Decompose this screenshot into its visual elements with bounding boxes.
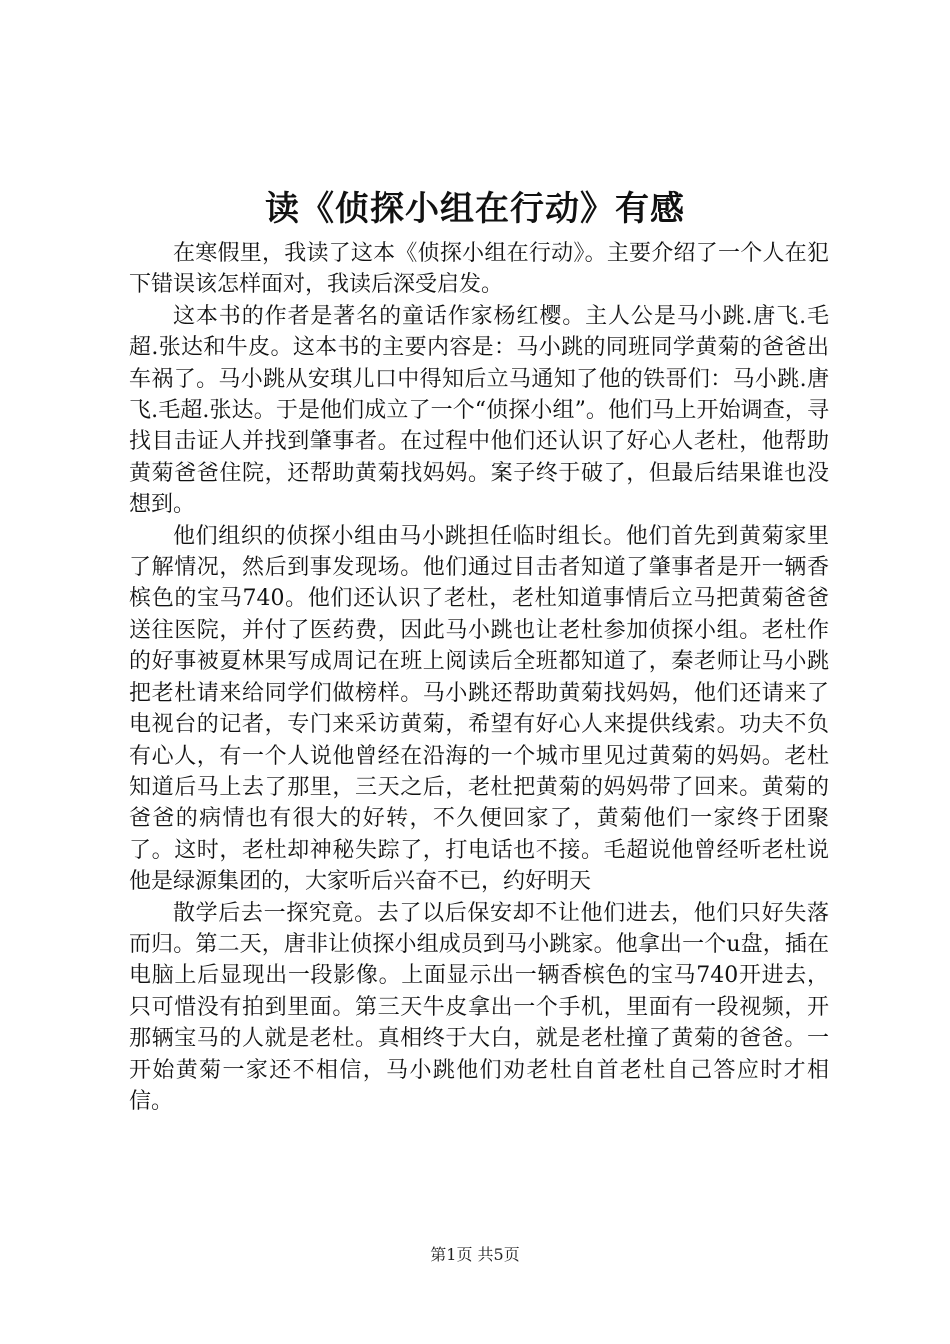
paragraph-3: 他们组织的侦探小组由马小跳担任临时组长。他们首先到黄菊家里了解情况，然后到事发现场。他们通过目击者知道了肇事者是开一辆香槟色的宝马740。他们还认识了老杜，老杜知道事情后立马把黄菊爸爸送往医院，并付了医药费，因此马小跳也让老杜参加侦探小组。老杜作的好事被夏林果写成周记在班上阅读后全班都知道了，秦老师让马小跳把老杜请来给同学们做榜样。马小跳还帮助黄菊找妈妈，他们还请来了电视台的记者，专门来采访黄菊，希望有好心人来提供线索。功夫不负有心人，有一个人说他曾经在沿海的一个城市里见过黄菊的妈妈。老杜知道后马上去了那里，三天之后，老杜把黄菊的妈妈带了回来。黄菊的爸爸的病情也有很大的好转，不久便回家了，黄菊他们一家终于团聚了。这时，老杜却神秘失踪了，打电话也不接。毛超说他曾经听老杜说他是绿源集团的，大家听后兴奋不已，约好明天 — [129, 523, 829, 895]
paragraph-2: 这本书的作者是著名的童话作家杨红樱。主人公是马小跳.唐飞.毛超.张达和牛皮。这本书的主要内容是：马小跳的同班同学黄菊的爸爸出车祸了。马小跳从安琪儿口中得知后立马通知了他的铁哥们：马小跳.唐飞.毛超.张达。于是他们成立了一个“侦探小组”。他们马上开始调查，寻找目击证人并找到肇事者。在过程中他们还认识了好心人老杜，他帮助黄菊爸爸住院，还帮助黄菊找妈妈。案子终于破了，但最后结果谁也没想到。 — [129, 303, 829, 518]
document-body — [129, 238, 829, 1117]
page-footer: 第1页 共5页 — [430, 1245, 520, 1264]
paragraph-4: 散学后去一探究竟。去了以后保安却不让他们进去，他们只好失落而归。第二天，唐非让侦探小组成员到马小跳家。他拿出一个u盘，插在电脑上后显现出一段影像。上面显示出一辆香槟色的宝马740开进去，只可惜没有拍到里面。第三天牛皮拿出一个手机，里面有一段视频，开那辆宝马的人就是老杜。真相终于大白，就是老杜撞了黄菊的爸爸。一开始黄菊一家还不相信，马小跳他们劝老杜自首老杜自己答应时才相信。 — [129, 900, 829, 1114]
paragraph-1: 在寒假里，我读了这本《侦探小组在行动》。主要介绍了一个人在犯下错误该怎样面对，我读后深受启发。 — [129, 241, 829, 298]
document-title: 读《侦探小组在行动》有感 — [265, 189, 685, 229]
